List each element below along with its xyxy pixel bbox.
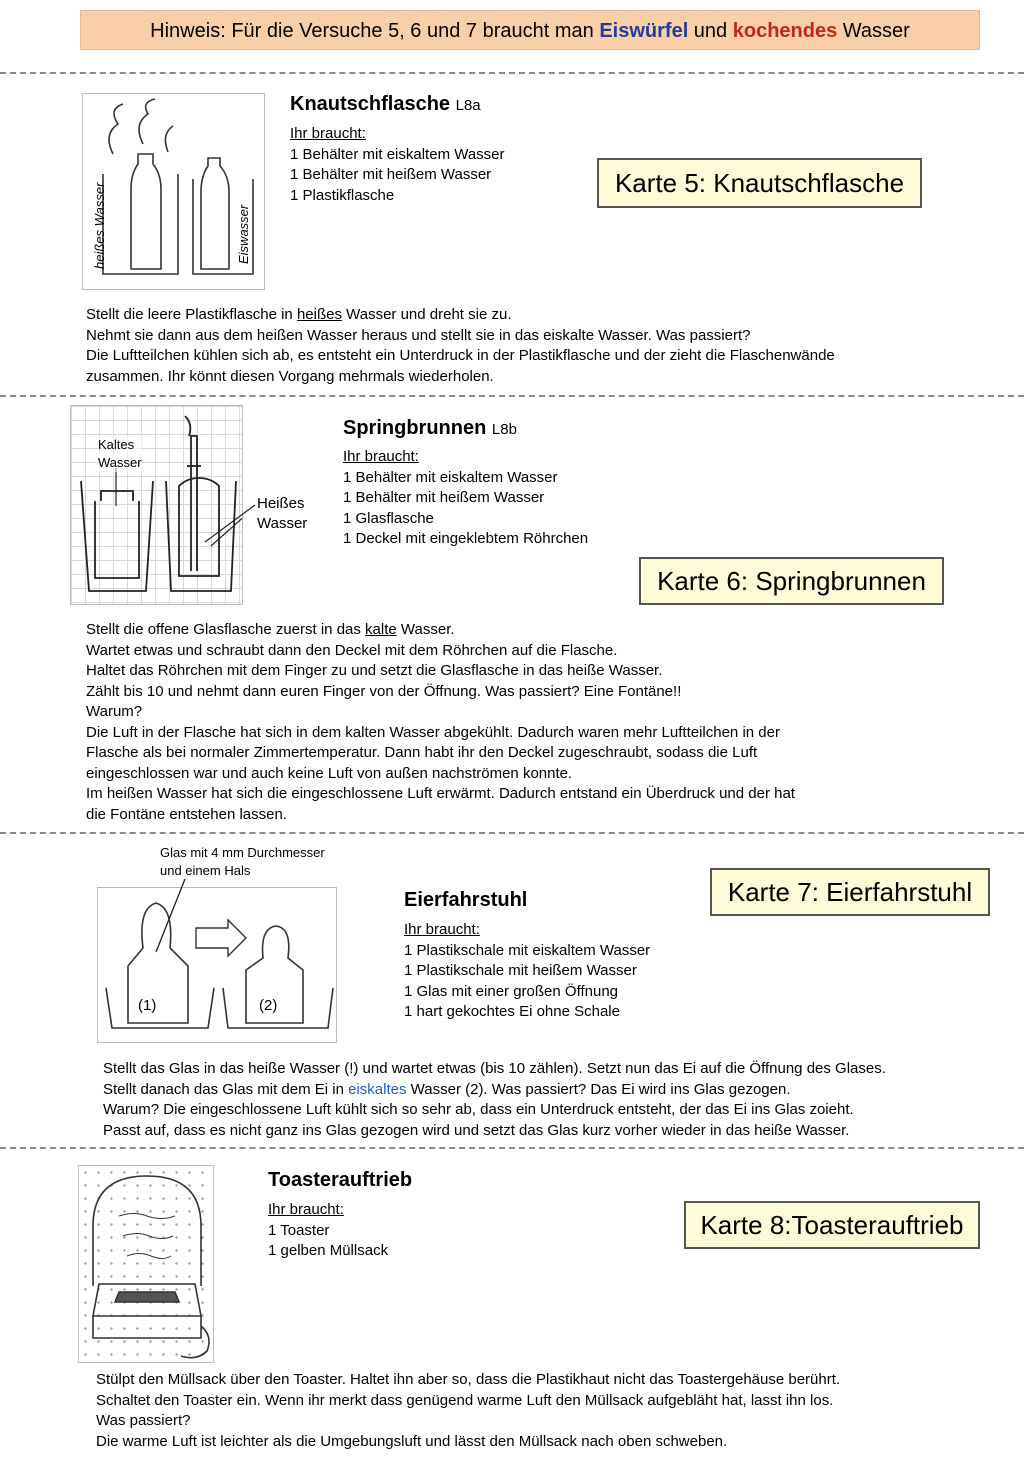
hint-ice: Eiswürfel	[599, 20, 689, 42]
body-line: Im heißen Wasser hat sich die eingeschlossene Luft erwärmt. Dadurch entstand ein Überdruck und der hat	[86, 785, 795, 802]
hint-text-c: Wasser	[837, 20, 910, 42]
separator-1	[0, 72, 1024, 74]
card-7-label: Karte 7: Eierfahrstuhl	[710, 868, 990, 916]
separator-4	[0, 1147, 1024, 1149]
title-text: Springbrunnen	[343, 417, 487, 439]
body-line: Wartet etwas und schraubt dann den Deckel mit dem Röhrchen auf die Flasche.	[86, 641, 618, 659]
body-text: Stellt die leere Plastikflasche in	[86, 306, 297, 323]
hint-label: Hinweis	[150, 20, 221, 42]
body-text-underlined: heißes	[296, 306, 342, 323]
glass-note-2: und einem Hals	[160, 863, 251, 878]
title-springbrunnen	[343, 417, 517, 440]
requirements-8	[268, 1200, 388, 1262]
hint-boiling: kochendes	[732, 20, 838, 42]
body-5	[86, 305, 835, 387]
req-item: 1 Behälter mit heißem Wasser	[290, 166, 492, 183]
card-6-label: Karte 6: Springbrunnen	[639, 557, 944, 605]
body-text: Stellt die offene Glasflasche zuerst in das	[86, 621, 366, 638]
fig-label-hot-water: heißes Wasser	[92, 182, 107, 269]
glass-note	[160, 844, 325, 880]
body-line	[103, 1080, 886, 1101]
body-text-underlined: kalte	[365, 621, 397, 638]
title-text: Knautschflasche	[290, 93, 451, 115]
body-7	[103, 1059, 886, 1141]
body-line: Passt auf, dass es nicht ganz ins Glas gezogen wird und setzt das Glas kurz vorher wieder in das heiße Wasser.	[103, 1121, 850, 1139]
body-line: eingeschlossen war und auch keine Luft von außen nachströmen konnte.	[86, 764, 573, 782]
fig-label-hot-2: Wasser	[257, 515, 308, 532]
body-text: Wasser.	[396, 621, 455, 638]
fig-label-cold-2: Wasser	[98, 455, 142, 470]
body-line: Die Luft in der Flasche hat sich in dem kalten Wasser abgekühlt. Dadurch waren mehr Luftteilchen in der	[86, 723, 780, 741]
body-line: Zählt bis 10 und nehmt dann euren Finger von der Öffnung. Was passiert? Eine Fontäne!!	[86, 682, 682, 700]
body-line: Nehmt sie dann aus dem heißen Wasser heraus und stellt sie in das eiskalte Wasser. Was passiert?	[86, 326, 751, 344]
fig-label-hot	[257, 494, 307, 534]
title-code: L8b	[491, 421, 517, 438]
req-item: 1 Plastikflasche	[290, 186, 395, 204]
body-line	[86, 620, 795, 641]
body-line: Flasche als bei normaler Zimmertemperatur. Dann habt ihr den Deckel zugeschraubt, sodass die Luft	[86, 744, 758, 761]
figure-knautschflasche	[82, 93, 265, 290]
body-line: Die Luftteilchen kühlen sich ab, es entsteht ein Unterdruck in der Plastikflasche und der zieht die Flaschenwände	[86, 347, 835, 364]
hint-text-a: : Für die Versuche 5, 6 und 7 braucht man	[220, 20, 600, 42]
title-knautschflasche	[290, 93, 481, 116]
title-code: L8a	[455, 97, 481, 114]
body-text: Stellt danach das Glas mit dem Ei in	[103, 1080, 349, 1098]
req-item: 1 Plastikschale mit heißem Wasser	[404, 962, 637, 979]
figure-eierfahrstuhl	[97, 887, 337, 1043]
body-6	[86, 620, 795, 825]
step-2-label: (2)	[259, 997, 278, 1014]
separator-3	[0, 832, 1024, 834]
req-item: 1 Glas mit einer großen Öffnung	[404, 982, 618, 1000]
glass-note-pointer	[150, 877, 190, 957]
card-8-label: Karte 8:Toasterauftrieb	[684, 1201, 980, 1249]
requirements-7	[404, 920, 650, 1023]
toaster-drawing	[79, 1166, 214, 1363]
body-text: Wasser (2). Was passiert? Das Ei wird ins Glas gezogen.	[406, 1080, 791, 1098]
req-item: 1 Glasflasche	[343, 509, 434, 527]
body-text-colored: eiskaltes	[348, 1080, 407, 1098]
body-line: Warum? Die eingeschlossene Luft kühlt sich so sehr ab, dass ein Unterdruck entsteht, der das Ei ins Glas zoieht.	[103, 1101, 854, 1118]
title-eierfahrstuhl: Eierfahrstuhl	[404, 889, 528, 911]
body-line: Haltet das Röhrchen mit dem Finger zu und setzt die Glasflasche in das heiße Wasser.	[86, 662, 663, 679]
hint-banner	[80, 10, 980, 50]
req-label: Ihr braucht:	[343, 448, 419, 465]
body-line: Die warme Luft ist leichter als die Umgebungsluft und lässt den Müllsack nach oben schweben.	[96, 1432, 728, 1450]
body-line	[86, 305, 835, 326]
body-line: Schaltet den Toaster ein. Wenn ihr merkt dass genügend warme Luft den Müllsack aufgebläht hat, lasst ihn los.	[96, 1391, 834, 1409]
req-item: 1 Deckel mit eingeklebtem Röhrchen	[343, 530, 589, 547]
req-item: 1 Behälter mit eiskaltem Wasser	[343, 468, 558, 486]
title-toasterauftrieb: Toasterauftrieb	[268, 1169, 413, 1191]
egg-drawing	[98, 888, 337, 1043]
req-item: 1 hart gekochtes Ei ohne Schale	[404, 1003, 620, 1020]
req-item: 1 gelben Müllsack	[268, 1242, 389, 1259]
body-line: Was passiert?	[96, 1412, 191, 1429]
req-item: 1 Plastikschale mit eiskaltem Wasser	[404, 941, 651, 959]
glass-note-1: Glas mit 4 mm Durchmesser	[160, 845, 325, 860]
separator-2	[0, 395, 1024, 397]
body-line: zusammen. Ihr könnt diesen Vorgang mehrmals wiederholen.	[86, 367, 494, 385]
hint-text-b: und	[688, 20, 733, 42]
req-item: 1 Behälter mit eiskaltem Wasser	[290, 145, 505, 163]
card-5-label: Karte 5: Knautschflasche	[597, 158, 922, 208]
body-line: Stülpt den Müllsack über den Toaster. Haltet ihn aber so, dass die Plastikhaut nicht das Toastergehäuse berührt.	[96, 1371, 841, 1388]
fig-label-cold	[98, 436, 142, 472]
body-line: Warum?	[86, 703, 143, 720]
fig-label-cold-1: Kaltes	[98, 437, 135, 452]
body-line: Stellt das Glas in das heiße Wasser (!) und wartet etwas (bis 10 zählen). Setzt nun das Ei auf die Öffnung des Glases.	[103, 1060, 886, 1077]
fig-label-hot-1: Heißes	[257, 495, 305, 512]
body-8	[96, 1370, 840, 1452]
body-text: Wasser und dreht sie zu.	[341, 306, 512, 323]
req-label: Ihr braucht:	[268, 1201, 344, 1218]
req-item: 1 Behälter mit heißem Wasser	[343, 489, 545, 506]
hot-water-pointer	[200, 500, 260, 550]
step-1-label: (1)	[138, 997, 157, 1014]
requirements-6	[343, 447, 588, 550]
body-line: die Fontäne entstehen lassen.	[86, 805, 287, 823]
fig-label-ice-water: Eiswasser	[236, 204, 251, 264]
figure-toaster	[78, 1165, 214, 1363]
req-label: Ihr braucht:	[290, 125, 366, 142]
req-item: 1 Toaster	[268, 1221, 330, 1239]
req-label: Ihr braucht:	[404, 921, 480, 938]
requirements-5	[290, 124, 505, 206]
